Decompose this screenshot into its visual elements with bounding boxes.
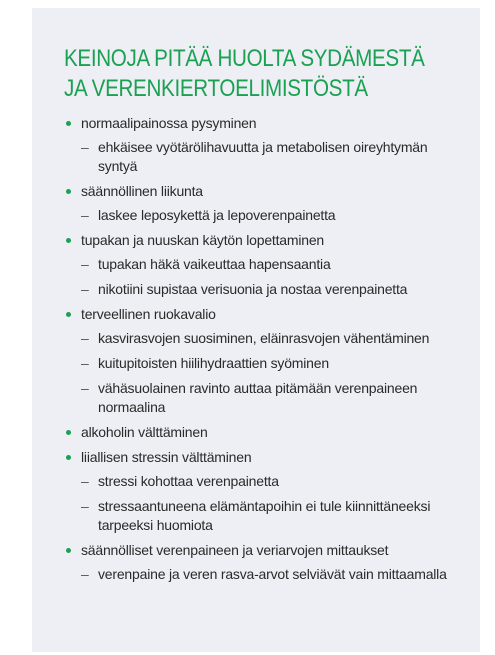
dash-icon: –: [81, 473, 89, 489]
list-item: [64, 182, 460, 225]
bullet-icon: [66, 548, 71, 553]
bullet-icon: [66, 238, 71, 243]
list-item: [64, 114, 460, 176]
sub-list: [81, 472, 460, 535]
sub-list: [81, 255, 460, 299]
dash-icon: –: [81, 281, 89, 297]
bullet-icon: [66, 430, 71, 435]
sub-list-item-label: verenpaine ja veren rasva-arvot selviävät vain mittaamalla: [98, 566, 447, 582]
sub-list-item-label: ehkäisee vyötärölihavuutta ja metabolisen oireyhtymän syntyä: [98, 139, 428, 174]
dash-icon: –: [81, 139, 89, 155]
sub-list-item-label: laskee leposykettä ja lepoverenpainetta: [98, 207, 336, 223]
dash-icon: –: [81, 380, 89, 396]
sub-list-item-label: stressi kohottaa verenpainetta: [98, 473, 279, 489]
dash-icon: –: [81, 566, 89, 582]
list-item-label: säännöllinen liikunta: [81, 183, 203, 199]
list-item: [64, 423, 460, 442]
sub-list-item-label: stressaantuneena elämäntapoihin ei tule kiinnittäneeksi tarpeeksi huomiota: [98, 498, 431, 533]
sub-list-item: [81, 138, 460, 176]
sub-list-item: [81, 255, 460, 274]
sub-list-item: [81, 329, 460, 348]
info-card: [32, 8, 480, 652]
list-item-label: alkoholin välttäminen: [81, 424, 208, 440]
sub-list-item: [81, 379, 460, 417]
sub-list-item-label: vähäsuolainen ravinto auttaa pitämään verenpaineen normaalina: [98, 380, 418, 415]
list-item: [64, 231, 460, 299]
title-line-2: JA VERENKIERTOELIMISTÖSTÄ: [64, 75, 368, 102]
list-item-label: tupakan ja nuuskan käytön lopettaminen: [81, 232, 325, 248]
list-item: [64, 541, 460, 584]
sub-list-item-label: tupakan häkä vaikeuttaa hapensaantia: [98, 256, 331, 272]
card-title: [64, 44, 425, 104]
sub-list: [81, 329, 460, 417]
sub-list-item-label: nikotiini supistaa verisuonia ja nostaa verenpainetta: [98, 281, 408, 297]
list-item-label: säännölliset verenpaineen ja veriarvojen mittaukset: [81, 542, 389, 558]
list-item-label: terveellinen ruokavalio: [81, 306, 216, 322]
bullet-icon: [66, 121, 71, 126]
sub-list-item: [81, 497, 460, 535]
dash-icon: –: [81, 330, 89, 346]
sub-list-item: [81, 472, 460, 491]
bullet-icon: [66, 189, 71, 194]
dash-icon: –: [81, 256, 89, 272]
sub-list-item-label: kasvirasvojen suosiminen, eläinrasvojen vähentäminen: [98, 330, 430, 346]
list-item: [64, 305, 460, 417]
sub-list-item: [81, 206, 460, 225]
sub-list-item-label: kuitupitoisten hiilihydraattien syöminen: [98, 355, 329, 371]
bullet-icon: [66, 455, 71, 460]
sub-list-item: [81, 354, 460, 373]
sub-list: [81, 206, 460, 225]
list-item-label: liiallisen stressin välttäminen: [81, 449, 252, 465]
tips-list: [64, 114, 460, 584]
title-line-1: KEINOJA PITÄÄ HUOLTA SYDÄMESTÄ: [64, 45, 425, 72]
bullet-icon: [66, 312, 71, 317]
dash-icon: –: [81, 498, 89, 514]
dash-icon: –: [81, 355, 89, 371]
sub-list: [81, 565, 460, 584]
sub-list: [81, 138, 460, 176]
list-item-label: normaalipainossa pysyminen: [81, 115, 257, 131]
dash-icon: –: [81, 207, 89, 223]
sub-list-item: [81, 565, 460, 584]
list-item: [64, 448, 460, 535]
sub-list-item: [81, 280, 460, 299]
